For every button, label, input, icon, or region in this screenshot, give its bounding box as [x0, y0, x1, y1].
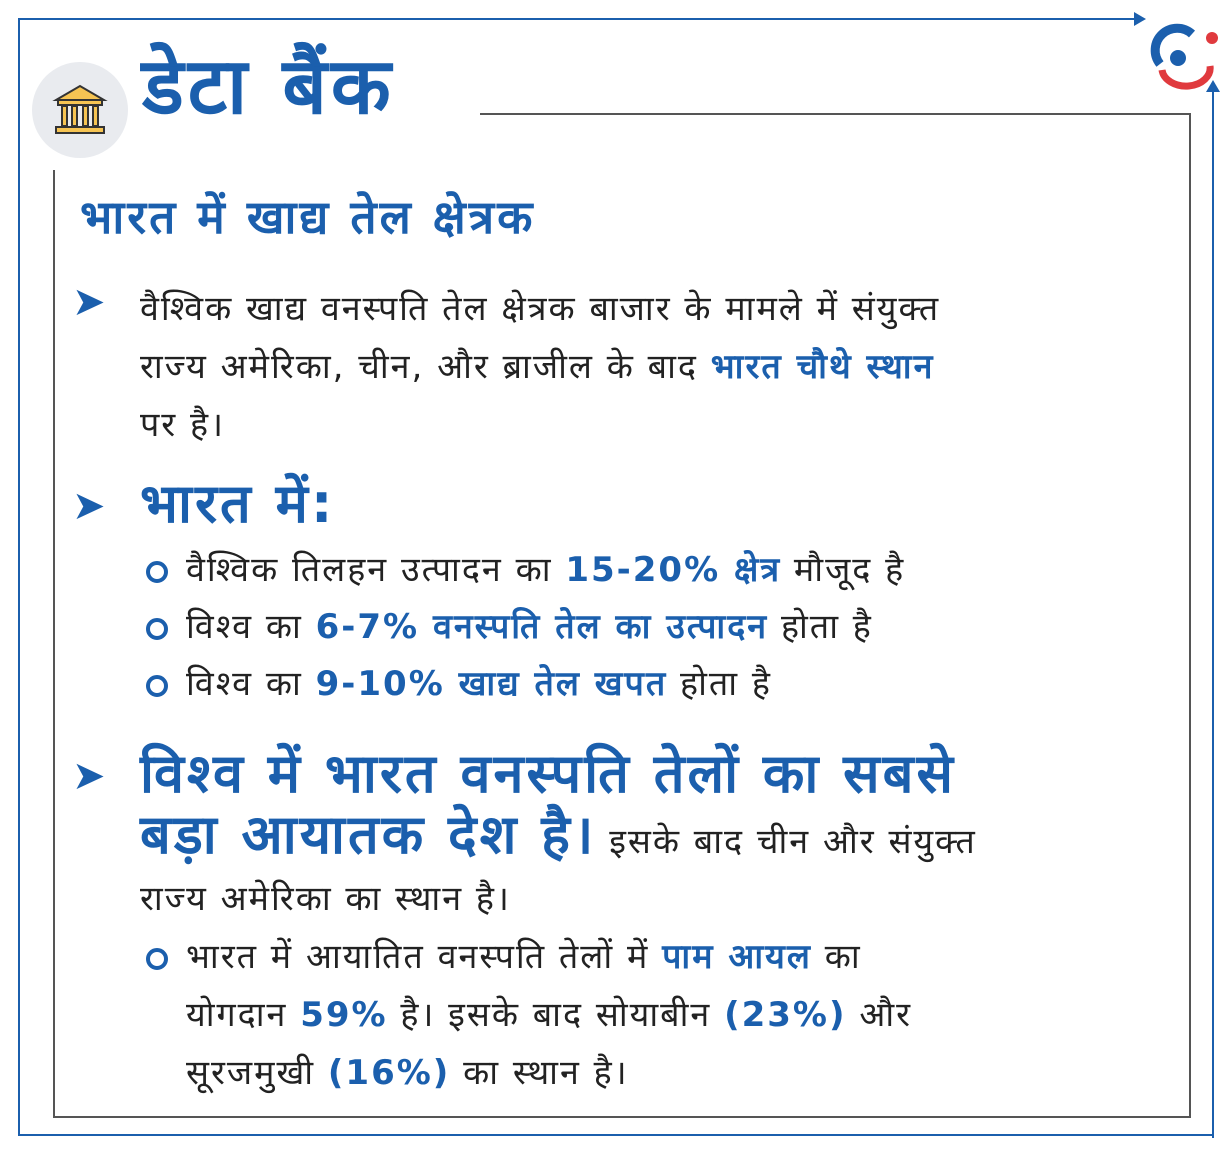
- bullet-circle-icon: [146, 618, 168, 640]
- point1-line2: [140, 338, 934, 396]
- bullet-circle-icon: [146, 561, 168, 583]
- point2-item: [186, 655, 772, 713]
- point3-heading-line1: विश्व में भारत वनस्पति तेलों का सबसे: [140, 742, 957, 805]
- point3-line3: राज्य अमेरिका का स्थान है।: [140, 879, 511, 919]
- point2-item: [186, 541, 905, 599]
- sub-text: योगदान: [186, 995, 301, 1035]
- item-highlight: 15-20% क्षेत्र: [565, 550, 782, 590]
- point3-line2: [140, 803, 977, 871]
- item-text: वैश्विक तिलहन उत्पादन का: [186, 550, 566, 590]
- section-subtitle: भारत में खाद्य तेल क्षेत्रक: [80, 190, 536, 244]
- bullet-arrow-icon: ➤: [72, 483, 106, 529]
- item-highlight: 9-10% खाद्य तेल खपत: [315, 664, 668, 704]
- sub-text: का: [811, 937, 862, 977]
- sub-text: भारत में आयातित वनस्पति तेलों में: [186, 937, 663, 977]
- sub-text: है। इसके बाद सोयाबीन: [387, 995, 725, 1035]
- point2-item: [186, 598, 873, 656]
- point1-line1: वैश्विक खाद्य वनस्पति तेल क्षेत्रक बाजार के मामले में संयुक्त: [140, 289, 941, 329]
- sub-highlight: (23%): [724, 995, 847, 1035]
- item-highlight: 6-7% वनस्पति तेल का उत्पादन: [315, 607, 769, 647]
- sub-highlight: पाम आयल: [662, 937, 812, 977]
- item-text: मौजूद है: [781, 550, 906, 590]
- frame-top-line: [18, 18, 1140, 20]
- item-text: होता है: [667, 664, 772, 704]
- item-text: विश्व का: [186, 607, 316, 647]
- item-text: होता है: [768, 607, 873, 647]
- point3-sub-line1: [186, 928, 862, 986]
- point3-sub-line2: [186, 986, 912, 1044]
- sub-text: और: [846, 995, 913, 1035]
- point3-heading-line2: बड़ा आयातक देश है।: [140, 803, 597, 866]
- point1-line2-text: राज्य अमेरिका, चीन, और ब्राजील के बाद: [140, 347, 711, 387]
- frame-right-line: [1212, 90, 1214, 1138]
- sub-text: सूरजमुखी: [186, 1053, 328, 1093]
- bank-building-icon: [32, 62, 128, 158]
- sub-text: का स्थान है।: [450, 1053, 629, 1093]
- point2-heading: भारत में:: [140, 472, 336, 535]
- bullet-circle-icon: [146, 675, 168, 697]
- point1-line3: पर है।: [140, 405, 225, 445]
- bullet-circle-icon: [146, 948, 168, 970]
- item-text: विश्व का: [186, 664, 316, 704]
- point3-sub-line3: [186, 1044, 629, 1102]
- page-title: डेटा बैंक: [142, 42, 395, 132]
- arrow-right-icon: [1134, 12, 1146, 26]
- brand-logo-icon: [1148, 20, 1228, 90]
- bullet-arrow-icon: ➤: [72, 279, 106, 325]
- point1-highlight: भारत चौथे स्थान: [710, 347, 935, 387]
- sub-highlight: 59%: [300, 995, 388, 1035]
- point3-text: इसके बाद चीन और संयुक्त: [596, 822, 977, 862]
- sub-highlight: (16%): [327, 1053, 451, 1093]
- bullet-arrow-icon: ➤: [72, 753, 106, 799]
